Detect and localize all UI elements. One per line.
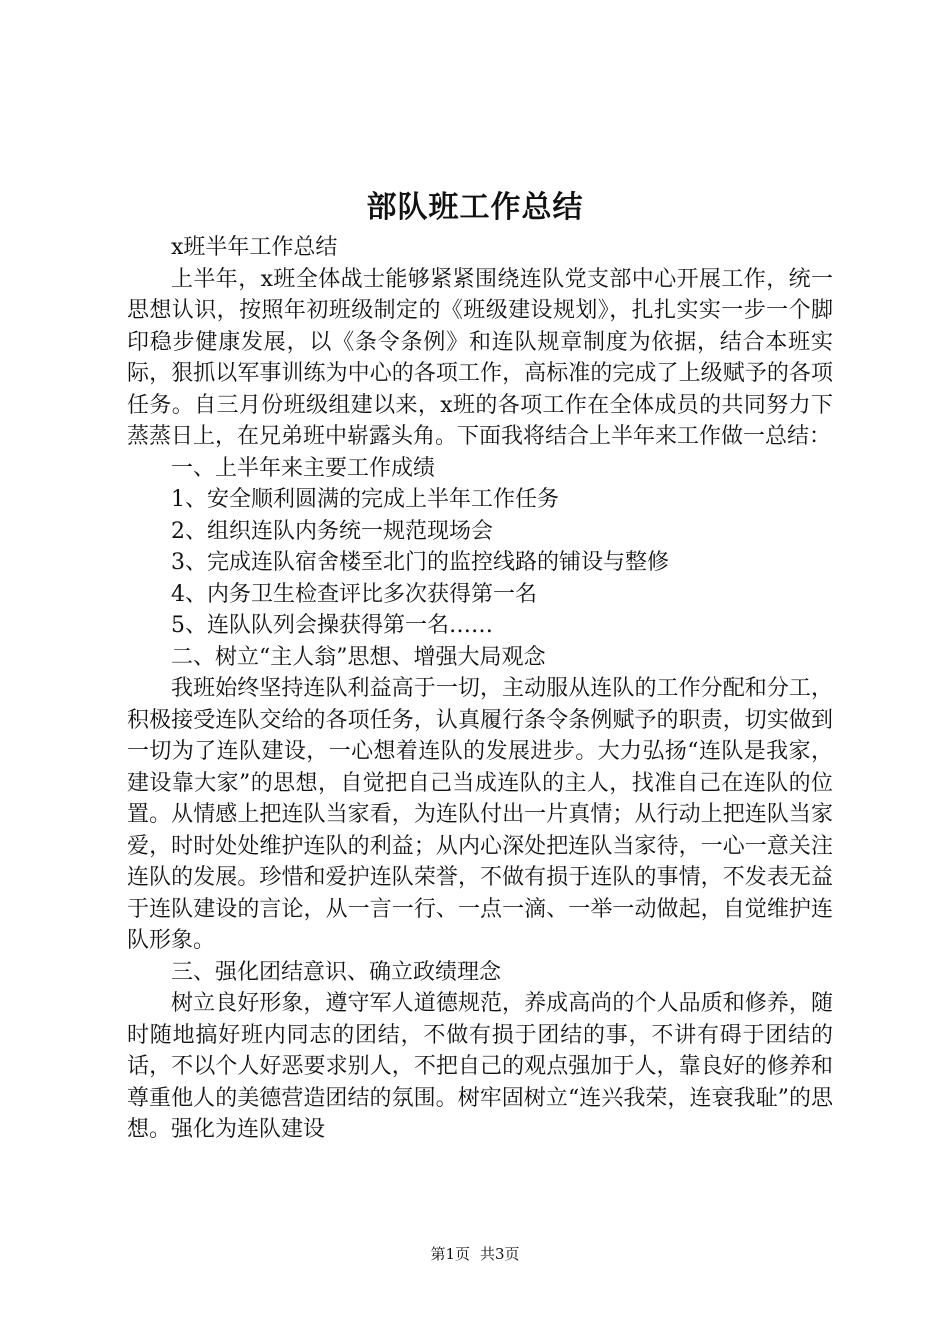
paragraph-section-2: 我班始终坚持连队利益高于一切，主动服从连队的工作分配和分工，积极接受连队交给的各项任务，认真履行条令条例赋予的职责，切实做到一切为了连队建设，一心想着连队的发展进步。大力弘扬“连队是我家，建设靠大家”的思想，自觉把自己当成连队的主人，找准自己在连队的位置。从情感上把连队当家看，为连队付出一片真情；从行动上把连队当家爱，时时处处维护连队的利益；从内心深处把连队当家待，一心一意关注连队的发展。珍惜和爱护连队荣誉，不做有损于连队的事情，不发表无益于连队建设的言论，从一言一行、一点一滴、一举一动做起，自觉维护连队形象。 — [127, 676, 833, 953]
paragraph-section-3: 树立良好形象，遵守军人道德规范，养成高尚的个人品质和修养，随时随地搞好班内同志的团结，不做有损于团结的事，不讲有碍于团结的话，不以个人好恶要求别人，不把自己的观点强加于人，靠良好的修养和尊重他人的美德营造团结的氛围。树牢固树立“连兴我荣，连衰我耻”的思想。强化为连队建设 — [127, 991, 833, 1142]
achievement-item-5: 5、连队队列会操获得第一名…… — [171, 613, 493, 638]
achievement-item-1: 1、安全顺利圆满的完成上半年工作任务 — [171, 487, 559, 512]
section-heading-1: 一、上半年来主要工作成绩 — [171, 455, 436, 481]
page-number: 第1页 — [430, 1245, 470, 1263]
section-heading-2: 二、树立“主人翁”思想、增强大局观念 — [171, 644, 546, 670]
section-heading-3: 三、强化团结意识、确立政绩理念 — [171, 959, 502, 985]
document-title: 部队班工作总结 — [366, 190, 584, 225]
achievement-item-2: 2、组织连队内务统一规范现场会 — [171, 518, 493, 544]
page-footer — [0, 1244, 950, 1264]
achievement-item-4: 4、内务卫生检查评比多次获得第一名 — [171, 581, 537, 607]
page-total: 共3页 — [480, 1245, 520, 1263]
paragraph-intro: 上半年，x班全体战士能够紧紧围绕连队党支部中心开展工作，统一思想认识，按照年初班级制定的《班级建设规划》，扎扎实实一步一个脚印稳步健康发展，以《条令条例》和连队规章制度为依据，结合本班实际，狠抓以军事训练为中心的各项工作，高标准的完成了上级赋予的各项任务。自三月份班级组建以来，x班的各项工作在全体成员的共同努力下蒸蒸日上，在兄弟班中崭露头角。下面我将结合上半年来工作做一总结： — [127, 266, 833, 449]
document-body — [127, 232, 833, 1146]
paragraph-subtitle: x班半年工作总结 — [171, 235, 338, 260]
achievement-item-3: 3、完成连队宿舍楼至北门的监控线路的铺设与整修 — [171, 550, 669, 575]
